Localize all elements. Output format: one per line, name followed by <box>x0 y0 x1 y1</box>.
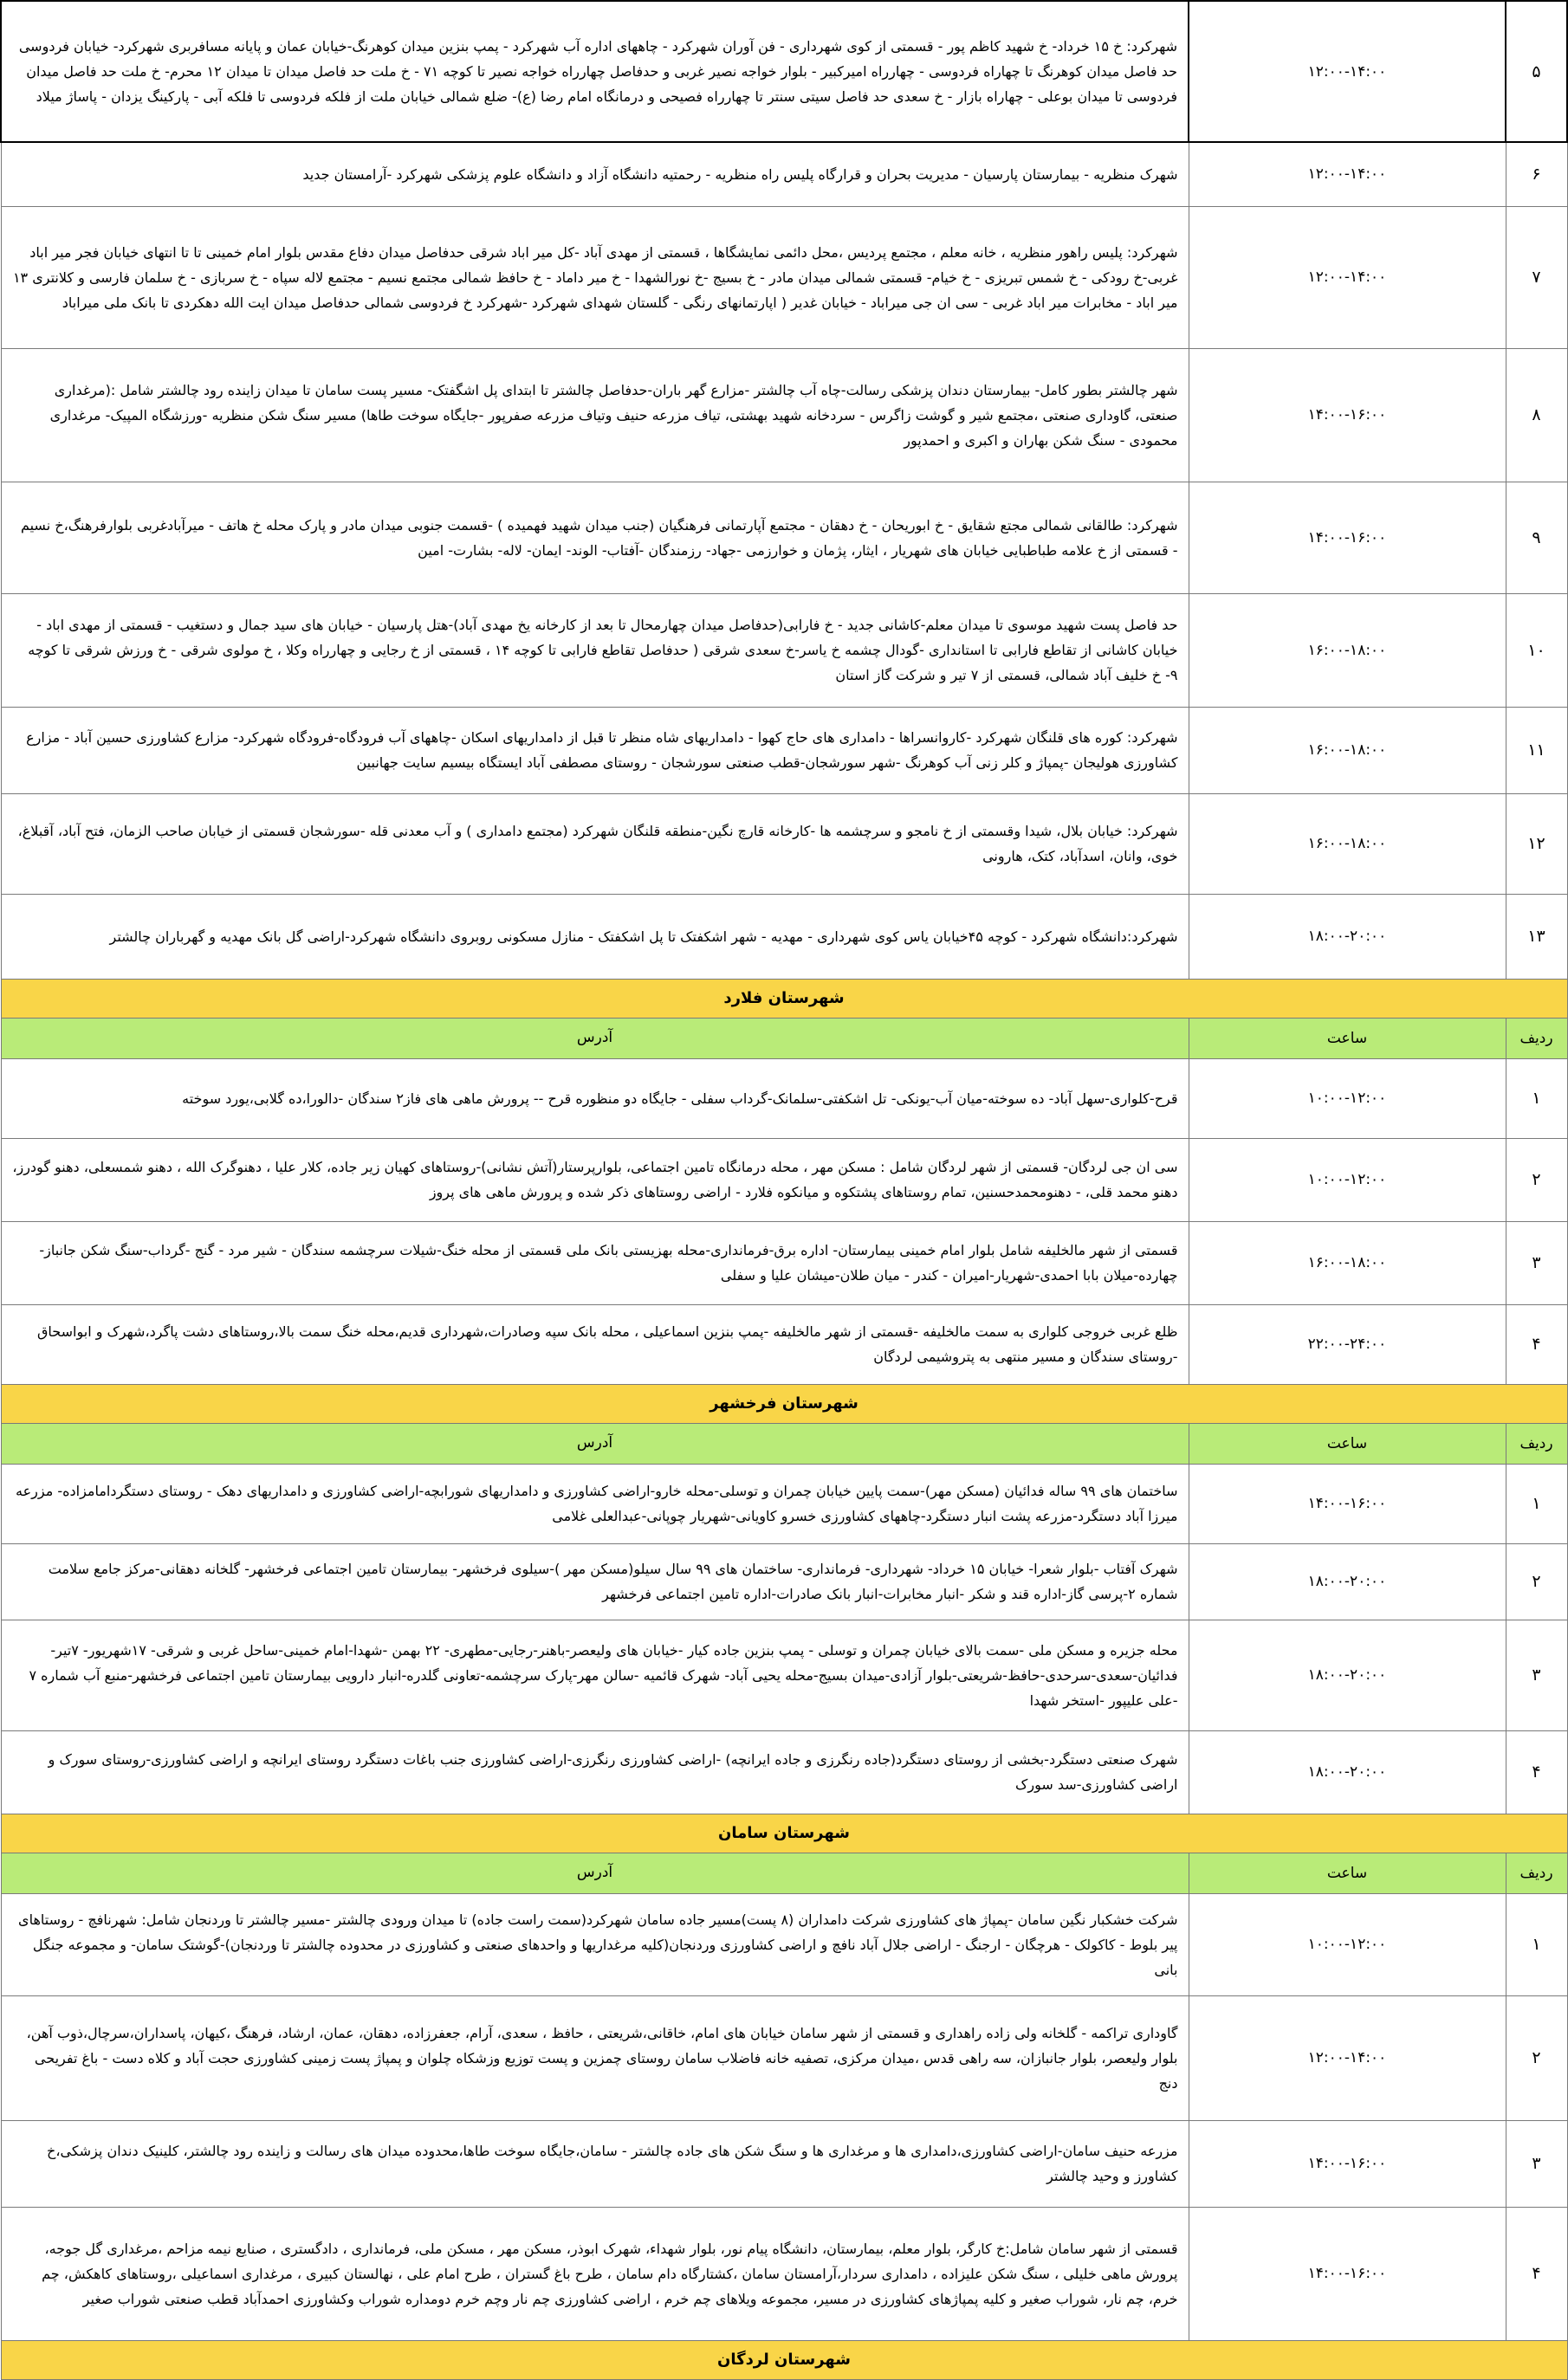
table-row <box>1 1138 1567 1221</box>
row-time: ۱۲:۰۰-۱۴:۰۰ <box>1189 1995 1506 2120</box>
row-address: شهرکرد: خیابان بلال، شیدا وقسمتی از خ نامجو و سرچشمه ها -کارخانه قارچ نگین-منطقه قلنگان شهرکرد (مجتمع دامداری ) و آب معدنی قله -سورشجان قسمتی از خیابان صاحب الزمان، فتح آباد، آقبلاغ، خوی، وانان، اسدآباد، کتک، هارونی <box>1 793 1189 894</box>
column-header-row <box>1 1853 1567 1893</box>
row-time: ۲۲:۰۰-۲۴:۰۰ <box>1189 1304 1506 1384</box>
row-time: ۱۸:۰۰-۲۰:۰۰ <box>1189 1620 1506 1730</box>
table-row <box>1 1 1567 142</box>
row-time: ۱۸:۰۰-۲۰:۰۰ <box>1189 1730 1506 1814</box>
row-address: شهرکرد: پلیس راهور منظریه ، خانه معلم ، مجتمع پردیس ،محل دائمی نمایشگاها ، قسمتی از مهدی آباد -کل میر اباد شرقی حدفاصل میدان دفاع مقدس بلوار امام خمینی تا تا انتهای خیابان فجر میر اباد غربی-خ رودکی - خ شمس تبریزی - خ خیام- قسمتی شمالی میدان مادر - خ بسیج -خ نورالشهدا - خ میر داماد - خ حافظ شمالی مجتمع نسیم - مجتمع لاله سپاه - خ سربازی - خ سلمان فارسی و کلانتری ۱۳ میر اباد - مخابرات میر اباد غربی - سی ان جی میراباد - خیابان غدیر ( اپارتمانهای رنگی - گلستان شهدای شهرکرد -شهرکرد خ فردوسی شمالی حدفاصل میدان ایت الله دهکردی تا بانک ملی میراباد <box>1 206 1189 348</box>
row-time: ۱۲:۰۰-۱۴:۰۰ <box>1189 1 1506 142</box>
row-address: شرکت خشکبار نگین سامان -پمپاژ های کشاورزی شرکت دامداران (۸ پست)مسیر جاده سامان شهرکرد(سمت راست جاده) تا میدان ورودی چالشتر -مسیر چالشتر تا وردنجان شامل: شهرنافچ - روستاهای پیر بلوط - کاکولک - هرچگان - ارجنگ - اراضی جلال آباد نافچ و اراضی کشاورزی وردنجان(کلیه مرغداریها و واحدهای صنعتی و کشاورزی در محدوده چالشتر تا وردنجان)-گوشتک سامان- و مجموعه جنگل بانی <box>1 1893 1189 1995</box>
header-address: آدرس <box>1 1018 1189 1058</box>
table-row <box>1 1730 1567 1814</box>
row-time: ۱۴:۰۰-۱۶:۰۰ <box>1189 2207 1506 2340</box>
row-number: ۱۳ <box>1506 894 1567 979</box>
row-address: مزرعه حنیف سامان-اراضی کشاورزی،دامداری ها و مرغداری ها و سنگ شکن های جاده چالشتر - سامان،جایگاه سوخت طاها،محدوده میدان های رسالت و زاینده رود چالشتر، کلینیک دندان پزشکی،خ کشاورز و وحید چالشتر <box>1 2120 1189 2207</box>
table-row <box>1 793 1567 894</box>
row-address: قرح-کلواری-سهل آباد- ده سوخته-میان آب-یونکی- تل اشکفتی-سلمانک-گرداب سفلی - جایگاه دو منظوره قرح -- پرورش ماهی های فاز۲ سندگان -دالورا،ده گلابی،یورد سوخته <box>1 1058 1189 1138</box>
row-address: گاوداری تراکمه - گلخانه ولی زاده راهداری و قسمتی از شهر سامان خیابان های امام، خاقانی،شریعتی ، حافظ ، سعدی، آرام، جعفرزاده، دهقان، عمان، ارشاد، فرهنگ ،کیهان، پاسداران،سرچال،ذوب آهن، بلوار ولیعصر، بلوار جانبازان، سه راهی قدس ،میدان مرکزی، تصفیه خانه فاضلاب سامان روستای چمزین و پست توزیع وزشکاه چلوان و پمپاژ پست زمینی کشاورزی حجت آباد و کلاه دست - باغ تفریحی دنج <box>1 1995 1189 2120</box>
table-row <box>1 482 1567 593</box>
row-time: ۱۸:۰۰-۲۰:۰۰ <box>1189 894 1506 979</box>
row-address: شهرک صنعتی دستگرد-بخشی از روستای دستگرد(جاده رنگرزی و جاده ایرانچه) -اراضی کشاورزی رنگرزی-اراضی کشاورزی جنب باغات دستگرد روستای ایرانچه و اراضی کشاورزی-روستای سورک و اراضی کشاورزی-سد سورک <box>1 1730 1189 1814</box>
row-time: ۱۴:۰۰-۱۶:۰۰ <box>1189 2120 1506 2207</box>
row-address: شهرک آفتاب -بلوار شعرا- خیابان ۱۵ خرداد- شهرداری- فرمانداری- ساختمان های ۹۹ سال سیلو(مسکن مهر )-سیلوی فرخشهر- بیمارستان تامین اجتماعی فرخشهر- گلخانه دهقانی-مرکز جامع سلامت شماره ۲-پرسی گاز-اداره قند و شکر -انبار مخابرات-انبار بانک صادرات-اداره تامین اجتماعی فرخشهر <box>1 1543 1189 1620</box>
header-time: ساعت <box>1189 1423 1506 1464</box>
row-address: شهرکرد:دانشگاه شهرکرد - کوچه ۴۵خیابان یاس کوی شهرداری - مهدیه - شهر اشکفتک تا پل اشکفتک - منازل مسکونی روبروی دانشگاه شهرکرد-اراضی گل بانک مهدیه و گهرباران چالشتر <box>1 894 1189 979</box>
section-title-row <box>1 979 1567 1018</box>
table-row <box>1 1893 1567 1995</box>
header-address: آدرس <box>1 1853 1189 1893</box>
header-row-number: ردیف <box>1506 1018 1567 1058</box>
table-row <box>1 2120 1567 2207</box>
header-time: ساعت <box>1189 1853 1506 1893</box>
row-time: ۱۰:۰۰-۱۲:۰۰ <box>1189 1058 1506 1138</box>
row-number: ۴ <box>1506 1730 1567 1814</box>
row-address: ظلع غربی خروجی کلواری به سمت مالخلیفه -قسمتی از شهر مالخلیفه -پمپ بنزین اسماعیلی ، محله بانک سپه وصادرات،شهرداری قدیم،محله خنگ سمت بالا،روستاهای دشت پاگرد،شهرک و ابواسحاق -روستای سندگان و مسیر منتهی به پتروشیمی لردگان <box>1 1304 1189 1384</box>
header-row-number: ردیف <box>1506 1853 1567 1893</box>
row-number: ۲ <box>1506 1138 1567 1221</box>
header-row-number: ردیف <box>1506 1423 1567 1464</box>
row-address: شهرکرد: خ ۱۵ خرداد- خ شهید کاظم پور - قسمتی از کوی شهرداری - فن آوران شهرکرد - چاههای اداره آب شهرکرد - پمپ بنزین میدان کوهرنگ-خیابان عمان و پایانه مسافربری شهرکرد- خیابان فردوسی حد فاصل میدان کوهرنگ تا چهاراه فردوسی - چهارراه امیرکبیر - بلوار خواجه نصیر غربی و حدفاصل چهارراه خواجه نصیر تا کوچه ۷۱ - خ ملت حد فاصل میدان تا میدان ۱۲ محرم- خ ملت حد فاصل میدان فردوسی تا میدان بوعلی - چهاراه بازار - خ سعدی حد فاصل سیتی سنتر تا چهارراه فصیحی و درمانگاه امام رضا (ع)- ضلع شمالی خیابان ملت از فلکه فردوسی تا فلکه آبی - پارکینگ یزدان - پاساژ میلاد <box>1 1 1189 142</box>
row-address: شهرکرد: طالقانی شمالی مجتع شقایق - خ ابوریحان - خ دهقان - مجتمع آپارتمانی فرهنگیان (جنب میدان شهید فهمیده ) -قسمت جنوبی میدان مادر و پارک محله خ هاتف - میرآبادغربی بلوارفرهنگ،خ نسیم - قسمتی از خ علامه طباطبایی خیابان های شهریار ، ایثار، پژمان و خوارزمی -جهاد- رزمندگان -آفتاب- الوند- ایمان- لاله- بشارت- امین <box>1 482 1189 593</box>
column-header-row <box>1 1018 1567 1058</box>
row-address: قسمتی از شهر مالخلیفه شامل بلوار امام خمینی بیمارستان- اداره برق-فرمانداری-محله بهزیستی بانک ملی قسمتی از محله خنگ-شیلات سرچشمه سندگان - شیر مرد - گنج -گرداب-سنگ شکن جانباز- چهارده-میلان بابا احمدی-شهریار-امیران - کندر - میان طلان-میشان علیا و سفلی <box>1 1221 1189 1304</box>
row-time: ۱۸:۰۰-۲۰:۰۰ <box>1189 1543 1506 1620</box>
row-number: ۵ <box>1506 1 1567 142</box>
row-number: ۱۰ <box>1506 593 1567 707</box>
row-time: ۱۰:۰۰-۱۲:۰۰ <box>1189 1138 1506 1221</box>
section-title: شهرستان فلارد <box>1 979 1567 1018</box>
row-number: ۸ <box>1506 348 1567 482</box>
row-address: حد فاصل پست شهید موسوی تا میدان معلم-کاشانی جدید - خ فارابی(حدفاصل میدان چهارمحال تا بعد از کارخانه یخ مهدی آباد)-هتل پارسیان - خیابان های سید جمال و دستغیب - قسمتی از مهدی اباد - خیابان کاشانی از تقاطع فارابی تا استانداری -گودال چشمه خ یاسر-خ سعدی شرقی ( حدفاصل تقاطع فارابی تا کوچه ۱۴ ، قسمتی از خ رجایی و چهارراه وکلا ، خ مولوی شرقی - خ ورزش شرقی تا کوچه ۹- خ خلیف آباد شمالی، قسمتی از ۷ تیر و شرکت گاز استان <box>1 593 1189 707</box>
row-number: ۳ <box>1506 1620 1567 1730</box>
column-header-row <box>1 1423 1567 1464</box>
row-time: ۱۴:۰۰-۱۶:۰۰ <box>1189 1464 1506 1543</box>
row-number: ۷ <box>1506 206 1567 348</box>
row-address: سی ان جی لردگان- قسمتی از شهر لردگان شامل : مسکن مهر ، محله درمانگاه تامین اجتماعی، بلوارپرستار(آتش نشانی)-روستاهای کهیان زیر جاده، کلار علیا ، دهنوگرک الله ، دهنو شمسعلی، دهنو گودرز، دهنو محمد قلی، - دهنومحمدحسنین، تمام روستاهای پشتکوه و میانکوه فلارد - اراضی روستاهای ذکر شده و پرورش ماهی های پروز <box>1 1138 1189 1221</box>
table-row <box>1 142 1567 206</box>
table-row <box>1 1543 1567 1620</box>
table-row <box>1 1058 1567 1138</box>
table-row <box>1 707 1567 793</box>
row-time: ۱۲:۰۰-۱۴:۰۰ <box>1189 142 1506 206</box>
row-number: ۱ <box>1506 1464 1567 1543</box>
row-time: ۱۶:۰۰-۱۸:۰۰ <box>1189 793 1506 894</box>
row-address: شهرکرد: کوره های قلنگان شهرکرد -کاروانسراها - دامداری های حاج کهوا - دامداریهای شاه منظر تا قبل از دامداریهای اسکان -چاههای آب فرودگاه-فرودگاه شهرکرد- مزارع کشاورزی حسین آباد - مزارع کشاورزی هولیجان -پمپاژ و کلر زنی آب کوهرنگ -شهر سورشجان-قطب صنعتی سورشجان - روستای مصطفی آباد ایستگاه بیسیم سایت جهانبین <box>1 707 1189 793</box>
section-title-row <box>1 2340 1567 2379</box>
section-title: شهرستان سامان <box>1 1814 1567 1853</box>
section-title: شهرستان لردگان <box>1 2340 1567 2379</box>
table-row <box>1 1995 1567 2120</box>
row-number: ۹ <box>1506 482 1567 593</box>
table-row <box>1 1464 1567 1543</box>
row-number: ۴ <box>1506 2207 1567 2340</box>
table-row <box>1 593 1567 707</box>
table-row <box>1 1304 1567 1384</box>
row-number: ۳ <box>1506 2120 1567 2207</box>
row-number: ۲ <box>1506 1995 1567 2120</box>
header-time: ساعت <box>1189 1018 1506 1058</box>
row-time: ۱۶:۰۰-۱۸:۰۰ <box>1189 707 1506 793</box>
table-row <box>1 206 1567 348</box>
row-address: محله جزیره و مسکن ملی -سمت بالای خیابان چمران و توسلی - پمپ بنزین جاده کیار -خیابان های ولیعصر-باهنر-رجایی-مطهری- ۲۲ بهمن -شهدا-امام خمینی-ساحل غربی و شرقی- ۱۷شهریور- ۷تیر-فدائیان-سعدی-سرحدی-حافظ-شریعتی-بلوار آزادی-میدان بسیج-محله یحیی آباد- شهرک قائمیه -سالن مهر-پارک سرچشمه-تعاونی گلدره-انبار دارویی بیمارستان تامین اجتماعی فرخشهر-منبع آب شماره ۷ -علی علیپور -استخر شهدا <box>1 1620 1189 1730</box>
row-number: ۱۲ <box>1506 793 1567 894</box>
row-time: ۱۲:۰۰-۱۴:۰۰ <box>1189 206 1506 348</box>
row-number: ۶ <box>1506 142 1567 206</box>
row-address: شهر چالشتر بطور کامل- بیمارستان دندان پزشکی رسالت-چاه آب چالشتر -مزارع گهر باران-حدفاصل چالشتر تا ابتدای پل اشگفتک- مسیر پست سامان تا میدان زاینده رود چالشتر شامل :(مرغداری صنعتی، گاوداری صنعتی ،مجتمع شیر و گوشت زاگرس - سردخانه شهید بهشتی، تیاف مزرعه حنیف وتیاف مزرعه صفرپور -جایگاه سوخت طاها) مسیر سنگ شکن منظریه -ورزشگاه المپیک- مرغداری محمودی - سنگ شکن بهاران و اکبری و احمدپور <box>1 348 1189 482</box>
row-time: ۱۴:۰۰-۱۶:۰۰ <box>1189 348 1506 482</box>
row-number: ۴ <box>1506 1304 1567 1384</box>
table-row <box>1 1221 1567 1304</box>
row-time: ۱۰:۰۰-۱۲:۰۰ <box>1189 1893 1506 1995</box>
header-address: آدرس <box>1 1423 1189 1464</box>
section-title-row <box>1 1384 1567 1423</box>
row-number: ۱ <box>1506 1893 1567 1995</box>
row-number: ۱ <box>1506 1058 1567 1138</box>
row-address: شهرک منظریه - بیمارستان پارسیان - مدیریت بحران و قرارگاه پلیس راه منظریه - رحمتیه دانشگاه آزاد و دانشگاه علوم پزشکی شهرکرد -آرامستان جدید <box>1 142 1189 206</box>
row-address: قسمتی از شهر سامان شامل:خ کارگر، بلوار معلم، بیمارستان، دانشگاه پیام نور، بلوار شهداء، شهرک ابوذر، مسکن مهر ، مسکن ملی، فرمانداری ، دادگستری ، صنایع نیمه مزاحم ،مرغداری گل جوجه، پرورش ماهی خلیلی ، سنگ شکن علیزاده ، دامداری سردار،آرامستان سامان ،کشتارگاه دام سامان ، طرح باغ گستران ، طرح امام علی ، نهالستان کبیری ، مرغداری اسماعیلی ،روستاهای کاهکش، چم خرم، چم نار، شوراب صغیر و کلیه پمپاژهای کشاورزی در مسیر، مجموعه ویلاهای چم خرم ، اراضی کشاورزی چم نار وچم خرم دومداره شوراب وکشاورزی احمدآباد قطب صنعتی شوراب صغیر <box>1 2207 1189 2340</box>
table-row <box>1 348 1567 482</box>
row-address: ساختمان های ۹۹ ساله فدائیان (مسکن مهر)-سمت پایین خیابان چمران و توسلی-محله خارو-اراضی کشاورزی و دامداریهای شورابچه-اراضی کشاورزی و دامداریهای دهک - روستای دستگردامامزاده- مزرعه میرزا آباد دستگرد-مزرعه پشت انبار دستگرد-چاههای کشاورزی خسرو کاویانی-شهریار چوپانی-عبدالعلی غلامی <box>1 1464 1189 1543</box>
row-time: ۱۴:۰۰-۱۶:۰۰ <box>1189 482 1506 593</box>
table-row <box>1 2207 1567 2340</box>
section-title-row <box>1 1814 1567 1853</box>
row-time: ۱۶:۰۰-۱۸:۰۰ <box>1189 1221 1506 1304</box>
row-number: ۳ <box>1506 1221 1567 1304</box>
row-number: ۲ <box>1506 1543 1567 1620</box>
row-time: ۱۶:۰۰-۱۸:۰۰ <box>1189 593 1506 707</box>
row-number: ۱۱ <box>1506 707 1567 793</box>
section-title: شهرستان فرخشهر <box>1 1384 1567 1423</box>
table-row <box>1 1620 1567 1730</box>
table-row <box>1 894 1567 979</box>
